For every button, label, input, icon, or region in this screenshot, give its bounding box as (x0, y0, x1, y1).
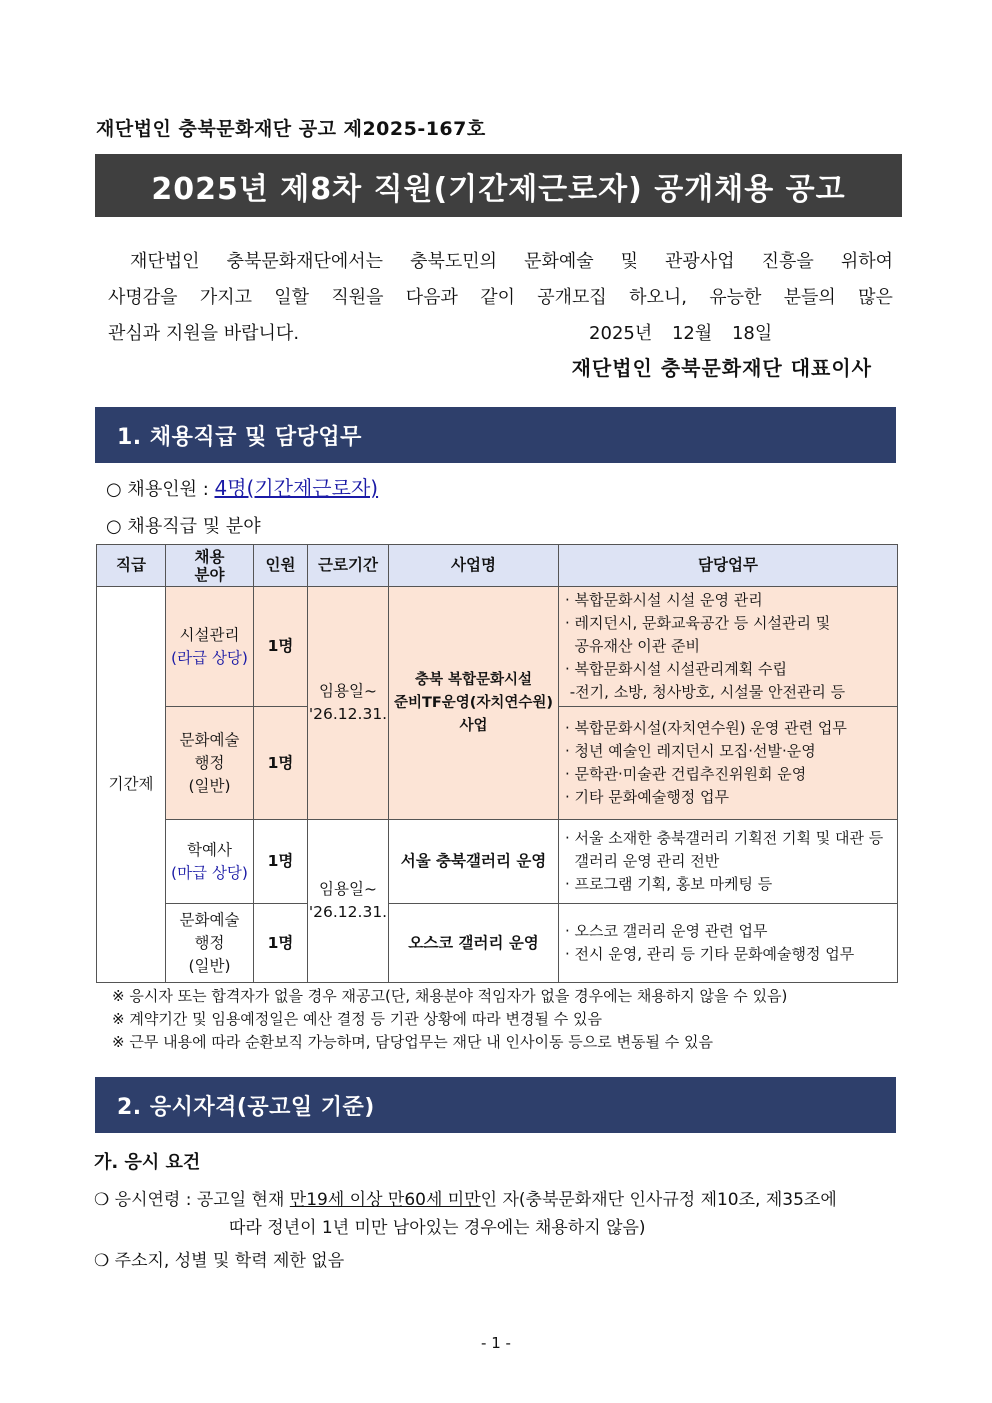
duty-item: · 기타 문화예술행정 업무 (565, 788, 729, 806)
duty-item: -전기, 소방, 청사방호, 시설물 안전관리 등 (565, 683, 846, 701)
table-header-row (97, 545, 898, 587)
duties-cell (559, 707, 898, 820)
field-cell: 문화예술 행정 (일반) (166, 904, 254, 983)
count-cell: 1명 (254, 904, 308, 983)
grade-cell: 기간제 (97, 587, 166, 983)
intro-word: 재단법인 (130, 251, 200, 272)
intro-word: 다음과 (405, 287, 458, 308)
no-restriction-line: ❍ 주소지, 성별 및 학력 제한 없음 (94, 1251, 345, 1271)
note-line: ※ 계약기간 및 임용예정일은 예산 결정 등 기관 상황에 따라 변경될 수 있음 (112, 1010, 602, 1028)
headcount-value: 4명(기간제근로자) (214, 476, 379, 500)
count-cell: 1명 (254, 707, 308, 820)
intro-word: 가지고 (199, 287, 252, 308)
intro-word: 하오니, (629, 287, 687, 308)
duty-item: · 복합문화시설 시설 운영 관리 (565, 591, 763, 609)
note-line: ※ 응시자 또는 합격자가 없을 경우 재공고(단, 채용분야 적임자가 없을 경우에는 채용하지 않을 수 있음) (112, 987, 788, 1005)
note-line: ※ 근무 내용에 따라 순환보직 가능하며, 담당업무는 재단 내 인사이동 등으로 변동될 수 있음 (112, 1033, 713, 1051)
project-cell: 충북 복합문화시설 준비TF운영(자치연수원) 사업 (389, 587, 559, 820)
intro-word: 관광사업 (665, 251, 735, 272)
intro-word: 같이 (480, 287, 515, 308)
count-cell: 1명 (254, 587, 308, 707)
table-row (97, 587, 898, 707)
section-1-header: 1. 채용직급 및 담당업무 (95, 407, 896, 463)
duties-cell (559, 820, 898, 904)
duty-item: · 서울 소재한 충북갤러리 기획전 기획 및 대관 등 (565, 829, 884, 847)
period-cell: 임용일~ '26.12.31. (308, 820, 389, 983)
intro-word: 공개모집 (537, 287, 607, 308)
project-cell: 오스코 갤러리 운영 (389, 904, 559, 983)
age-range: 만19세 이상 만60세 미만 (289, 1190, 481, 1210)
table-row (97, 904, 898, 983)
intro-word: 직원을 (331, 287, 384, 308)
intro-word: 위하여 (840, 251, 893, 272)
intro-word: 사명감을 (108, 287, 178, 308)
duty-item: · 레지던시, 문화교육공간 등 시설관리 및 (565, 614, 831, 632)
intro-word: 문화예술 (524, 251, 594, 272)
duty-item: 공유재산 이관 준비 (565, 637, 700, 655)
intro-line-3 (108, 316, 893, 352)
intro-word: 진흥을 (761, 251, 814, 272)
duties-cell (559, 587, 898, 707)
headcount-line (106, 472, 378, 501)
duty-item: · 전시 운영, 관리 등 기타 문화예술행정 업무 (565, 945, 855, 963)
intro-word: 일할 (274, 287, 310, 308)
intro-line-1 (108, 244, 893, 280)
duty-item: · 청년 예술인 레지던시 모집·선발·운영 (565, 742, 816, 760)
duty-item: · 복합문화시설 시설관리계획 수립 (565, 660, 787, 678)
intro-word: 충북도민의 (410, 251, 498, 272)
header-grade: 직급 (97, 545, 166, 587)
field-cell: 학예사 (마급 상당) (166, 820, 254, 904)
duty-item: · 오스코 갤러리 운영 관련 업무 (565, 922, 768, 940)
intro-line-2 (108, 280, 893, 316)
notes (112, 985, 787, 1054)
intro-closing: 관심과 지원을 바랍니다. (108, 323, 300, 344)
period-cell: 임용일~ '26.12.31. (308, 587, 389, 820)
headcount-label: ○ 채용인원 : (106, 479, 209, 500)
header-project: 사업명 (389, 545, 559, 587)
job-table (96, 544, 898, 983)
age-requirement: ❍ 응시연령 : 공고일 현재 만19세 이상 만60세 미만인 자(충북문화재단 인사규정 제10조, 제35조에 따라 정년이 1년 미만 남아있는 경우에는 채용하지 않음) (94, 1190, 837, 1238)
field-cell: 문화예술 행정 (일반) (166, 707, 254, 820)
notice-number: 재단법인 충북문화재단 공고 제2025-167호 (96, 118, 486, 140)
table-row (97, 820, 898, 904)
header-duties: 담당업무 (559, 545, 898, 587)
duty-item: 갤러리 운영 관리 전반 (565, 852, 720, 870)
field-label: ○ 채용직급 및 분야 (106, 516, 261, 537)
intro-word: 많은 (858, 287, 893, 308)
field-cell: 시설관리 (라급 상당) (166, 587, 254, 707)
project-cell: 서울 충북갤러리 운영 (389, 820, 559, 904)
header-period: 근로기간 (308, 545, 389, 587)
page-number: - 1 - (481, 1334, 511, 1352)
duty-item: · 프로그램 기획, 홍보 마케팅 등 (565, 875, 773, 893)
duty-item: · 문학관·미술관 건립추진위원회 운영 (565, 765, 807, 783)
intro-word: 충북문화재단에서는 (226, 251, 384, 272)
organization-signature: 재단법인 충북문화재단 대표이사 (571, 356, 872, 380)
notice-date: 2025년 12월 18일 (589, 323, 773, 344)
intro-word: 및 (620, 251, 639, 272)
header-count: 인원 (254, 545, 308, 587)
header-field: 채용 분야 (166, 545, 254, 587)
duties-cell (559, 904, 898, 983)
subsection-a-title: 가. 응시 요건 (94, 1152, 201, 1173)
duty-item: · 복합문화시설(자치연수원) 운영 관련 업무 (565, 719, 847, 737)
intro-word: 분들의 (783, 287, 836, 308)
intro-paragraph (108, 244, 893, 352)
page-title: 2025년 제8차 직원(기간제근로자) 공개채용 공고 (95, 154, 902, 217)
count-cell: 1명 (254, 820, 308, 904)
intro-word: 유능한 (709, 287, 762, 308)
section-2-header: 2. 응시자격(공고일 기준) (95, 1077, 896, 1133)
